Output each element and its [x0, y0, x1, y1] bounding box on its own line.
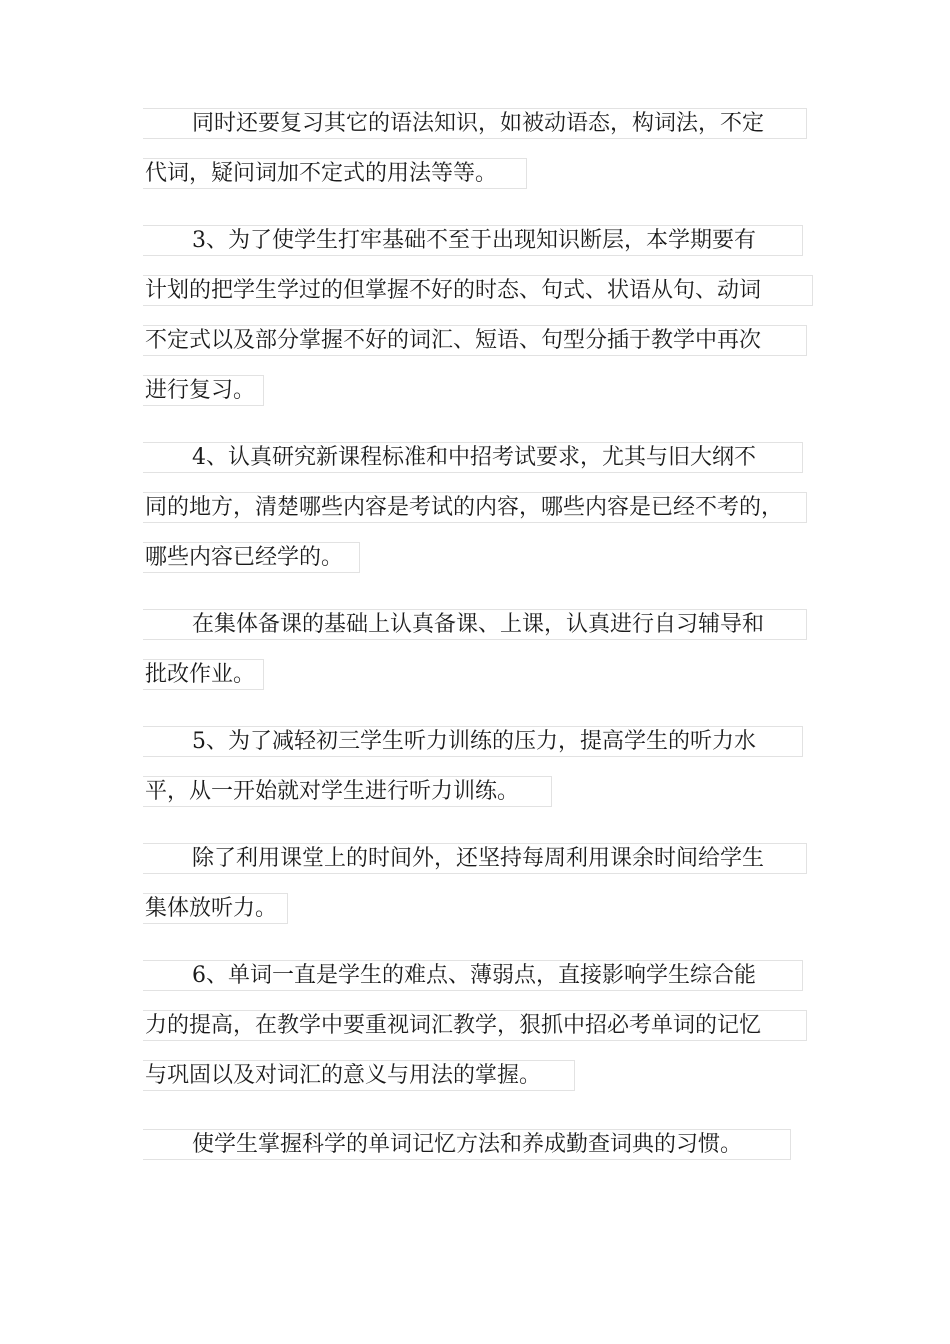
paragraph-5-line-1: 5、为了减轻初三学生听力训练的压力，提高学生的听力水 — [143, 726, 803, 757]
paragraph-2-line-4: 进行复习。 — [143, 375, 264, 406]
paragraph-5-line-2: 平，从一开始就对学生进行听力训练。 — [143, 776, 552, 807]
paragraph-1-line-1: 同时还要复习其它的语法知识，如被动语态，构词法，不定 — [143, 108, 807, 139]
paragraph-4-line-2: 批改作业。 — [143, 659, 264, 690]
paragraph-2-line-2: 计划的把学生学过的但掌握不好的时态、句式、状语从句、动词 — [143, 275, 813, 306]
paragraph-2-line-3: 不定式以及部分掌握不好的词汇、短语、句型分插于教学中再次 — [143, 325, 807, 356]
paragraph-3-line-3: 哪些内容已经学的。 — [143, 542, 360, 573]
paragraph-2-line-1: 3、为了使学生打牢基础不至于出现知识断层，本学期要有 — [143, 225, 803, 256]
paragraph-7-line-1: 6、单词一直是学生的难点、薄弱点，直接影响学生综合能 — [143, 960, 803, 991]
paragraph-3-line-1: 4、认真研究新课程标准和中招考试要求，尤其与旧大纲不 — [143, 442, 803, 473]
paragraph-3-line-2: 同的地方，清楚哪些内容是考试的内容，哪些内容是已经不考的， — [143, 492, 807, 523]
paragraph-4-line-1: 在集体备课的基础上认真备课、上课，认真进行自习辅导和 — [143, 609, 807, 640]
paragraph-8-line-1: 使学生掌握科学的单词记忆方法和养成勤查词典的习惯。 — [143, 1129, 791, 1160]
paragraph-6-line-1: 除了利用课堂上的时间外，还坚持每周利用课余时间给学生 — [143, 843, 807, 874]
paragraph-7-line-2: 力的提高，在教学中要重视词汇教学，狠抓中招必考单词的记忆 — [143, 1010, 807, 1041]
paragraph-1-line-2: 代词，疑问词加不定式的用法等等。 — [143, 158, 527, 189]
paragraph-6-line-2: 集体放听力。 — [143, 893, 288, 924]
paragraph-7-line-3: 与巩固以及对词汇的意义与用法的掌握。 — [143, 1060, 575, 1091]
